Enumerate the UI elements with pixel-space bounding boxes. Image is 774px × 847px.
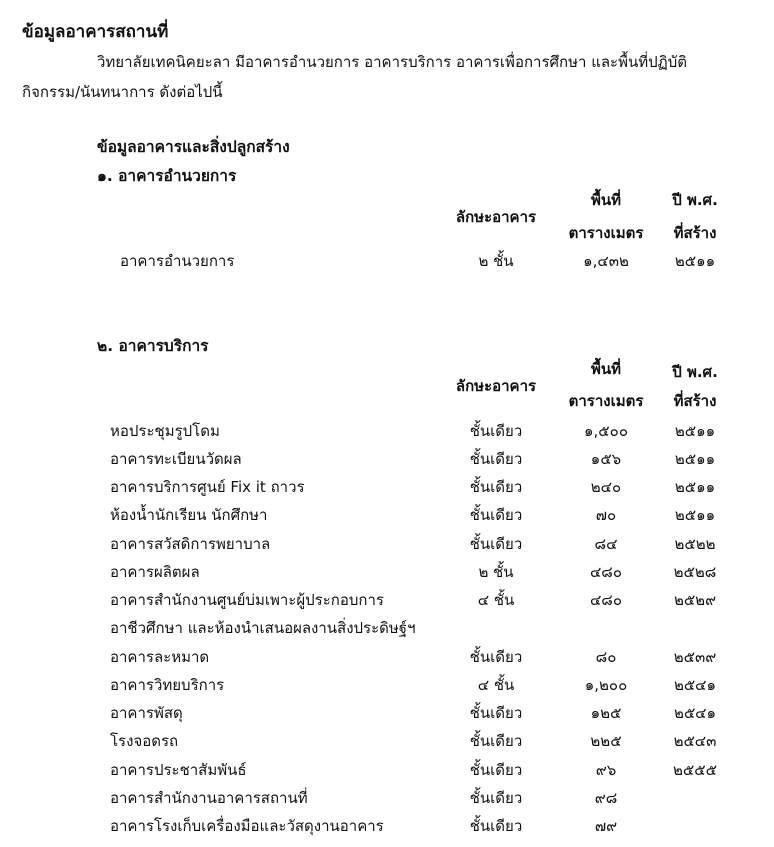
building-area: ๙๘ <box>594 789 618 807</box>
building-year: ๒๕๔๑ <box>673 676 717 694</box>
building-area: ๘๐ <box>595 648 617 666</box>
intro-line-1: วิทยาลัยเทคนิคยะลา มีอาคารอำนวยการ อาคารบริการ อาคารเพื่อการศึกษา และพื้นที่ปฏิบัติ <box>97 53 687 71</box>
building-year: ๒๕๑๑ <box>674 252 716 270</box>
building-name: อาชีวศึกษา และห้องนำเสนอผลงานสิ่งประดิษฐ์ฯ <box>110 619 416 637</box>
building-type: ๒ ชั้น <box>478 563 514 581</box>
building-area: ๑๒๕ <box>590 704 622 722</box>
building-type: ชั้นเดียว <box>469 450 523 468</box>
building-name: อาคารวิทยบริการ <box>110 676 225 694</box>
building-name: อาคารสำนักงานอาคารสถานที่ <box>110 789 308 807</box>
building-year: ๒๕๑๑ <box>674 422 716 440</box>
building-type: ชั้นเดียว <box>469 732 523 750</box>
building-type: ชั้นเดียว <box>469 478 523 496</box>
building-year: ๒๕๒๙ <box>673 591 717 609</box>
header-area-line2: ตารางเมตร <box>568 224 644 242</box>
building-type: ชั้นเดียว <box>469 789 523 807</box>
building-area: ๒๔๐ <box>590 478 622 496</box>
building-name: อาคารบริการศูนย์ Fix it ถาวร <box>110 478 305 496</box>
building-year: ๒๕๔๓ <box>673 732 717 750</box>
building-area: ๑๕๖ <box>590 450 622 468</box>
building-year: ๒๕๒๒ <box>674 535 716 553</box>
building-year: ๒๕๓๙ <box>673 648 717 666</box>
building-name: หอประชุมรูปโดม <box>110 422 220 440</box>
building-year: ๒๕๒๘ <box>673 563 717 581</box>
building-area: ๗๐ <box>595 506 617 524</box>
building-area: ๘๔ <box>594 535 618 553</box>
page-title: ข้อมูลอาคารสถานที่ <box>22 22 169 42</box>
building-area: ๔๘๐ <box>589 591 623 609</box>
building-year: ๒๕๕๕ <box>673 761 717 779</box>
building-name: อาคารโรงเก็บเครื่องมือและวัสดุงานอาคาร <box>110 817 384 835</box>
building-type: ชั้นเดียว <box>469 506 523 524</box>
building-area: ๑,๒๐๐ <box>584 676 628 694</box>
header-area-line2: ตารางเมตร <box>568 392 644 410</box>
building-name: อาคารทะเบียนวัดผล <box>110 450 242 468</box>
building-name: อาคารสำนักงานศูนย์บ่มเพาะผู้ประกอบการ <box>110 591 384 609</box>
building-name: อาคารพัสดุ <box>110 704 183 722</box>
building-type: ชั้นเดียว <box>469 535 523 553</box>
header-type: ลักษะอาคาร <box>455 377 537 395</box>
intro-line-2: กิจกรรม/นันทนาการ ดังต่อไปนี้ <box>22 83 223 101</box>
building-name: ห้องน้ำนักเรียน นักศึกษา <box>110 506 268 524</box>
building-type: ชั้นเดียว <box>469 704 523 722</box>
header-year-line2: ที่สร้าง <box>673 224 717 242</box>
building-area: ๔๘๐ <box>589 563 623 581</box>
building-area: ๗๙ <box>594 817 618 835</box>
building-name: อาคารผลิตผล <box>110 563 200 581</box>
section-2-heading: ๒. อาคารบริการ <box>97 337 209 355</box>
building-type: ชั้นเดียว <box>469 422 523 440</box>
header-area-line1: พื้นที่ <box>590 360 622 378</box>
building-area: ๑,๕๐๐ <box>584 422 628 440</box>
building-year: ๒๕๔๑ <box>673 704 717 722</box>
building-type: ๒ ชั้น <box>478 252 514 270</box>
building-year: ๒๕๑๑ <box>674 478 716 496</box>
building-type: ชั้นเดียว <box>469 817 523 835</box>
building-type: ชั้นเดียว <box>469 761 523 779</box>
header-year-line1: ปี พ.ศ. <box>672 363 718 381</box>
header-type: ลักษะอาคาร <box>455 208 537 226</box>
header-year-line1: ปี พ.ศ. <box>672 191 718 209</box>
building-year: ๒๕๑๑ <box>674 506 716 524</box>
subheading: ข้อมูลอาคารและสิ่งปลูกสร้าง <box>97 138 290 156</box>
building-type: ๔ ชั้น <box>477 676 515 694</box>
building-area: ๑,๔๓๒ <box>583 252 629 270</box>
building-name: อาคารสวัสดิการพยาบาล <box>110 535 271 553</box>
header-year-line2: ที่สร้าง <box>673 392 717 410</box>
header-area-line1: พื้นที่ <box>590 191 622 209</box>
building-name: โรงจอดรถ <box>110 732 179 750</box>
building-type: ๔ ชั้น <box>477 591 515 609</box>
building-area: ๒๒๕ <box>590 732 622 750</box>
section-1-heading: ๑. อาคารอำนวยการ <box>97 167 237 185</box>
building-name: อาคารอำนวยการ <box>120 252 235 270</box>
building-name: อาคารประชาสัมพันธ์ <box>110 761 247 779</box>
building-area: ๙๖ <box>595 761 617 779</box>
building-name: อาคารละหมาด <box>110 648 210 666</box>
building-type: ชั้นเดียว <box>469 648 523 666</box>
building-year: ๒๕๑๑ <box>674 450 716 468</box>
